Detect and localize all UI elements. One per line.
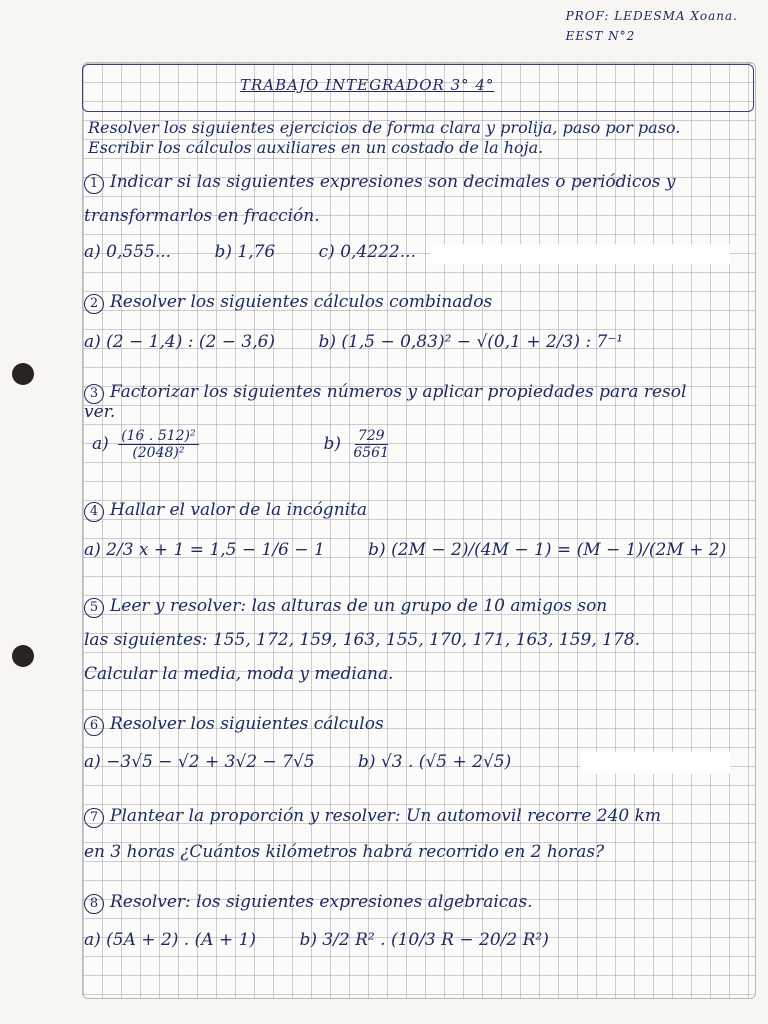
item-a: a) (5A + 2) . (A + 1) — [84, 930, 257, 950]
item-a: a) (2 − 1,4) : (2 − 3,6) — [84, 332, 276, 352]
teacher-name: PROF: LEDESMA Xoana. — [565, 9, 738, 23]
exercise-text: Resolver los siguientes cálculos combinados — [110, 292, 493, 312]
page-title: TRABAJO INTEGRADOR 3° 4° — [240, 76, 495, 94]
item-c: c) 0,4222... — [318, 242, 416, 262]
item-b-fraction — [350, 428, 392, 461]
exercise-7-statement-cont: en 3 horas ¿Cuántos kilómetros habrá recorrido en 2 horas? — [84, 842, 605, 862]
exercise-number: 6 — [84, 716, 104, 736]
item-a: a) −3√5 − √2 + 3√2 − 7√5 — [84, 752, 315, 772]
exercise-text: Hallar el valor de la incógnita — [110, 500, 368, 520]
item-b: b) (2M − 2)/(4M − 1) = (M − 1)/(2M + 2) — [368, 540, 727, 560]
whiteout-patch — [580, 752, 730, 774]
exercise-3-statement — [84, 382, 686, 404]
exercise-text: Indicar si las siguientes expresiones son decimales o periódicos y — [110, 172, 676, 192]
exercise-8-items — [84, 930, 587, 950]
exercise-7-statement — [84, 806, 661, 828]
exercise-1-items — [84, 242, 454, 262]
school-name: EEST N°2 — [565, 29, 636, 43]
exercise-3-items — [92, 428, 396, 461]
item-a-label: a) — [92, 434, 109, 454]
denominator: 6561 — [353, 445, 389, 461]
item-b: b) √3 . (√5 + 2√5) — [358, 752, 512, 772]
exercise-text: Leer y resolver: las alturas de un grupo de 10 amigos son — [110, 596, 608, 616]
numerator: (16 . 512)² — [118, 428, 198, 445]
exercise-number: 1 — [84, 174, 104, 194]
exercise-5-statement-cont: las siguientes: 155, 172, 159, 163, 155, 170, 171, 163, 159, 178. — [84, 630, 641, 650]
exercise-6-items — [84, 752, 549, 772]
item-b-label: b) — [323, 434, 341, 454]
teacher-header — [566, 6, 738, 46]
binder-hole-bottom — [12, 645, 34, 667]
exercise-6-statement — [84, 714, 384, 736]
exercise-number: 2 — [84, 294, 104, 314]
denominator: (2048)² — [132, 445, 185, 461]
binder-hole-top — [12, 363, 34, 385]
item-a: a) 0,555... — [84, 242, 172, 262]
exercise-4-items — [84, 540, 764, 560]
exercise-2-statement — [84, 292, 492, 314]
instructions-line-2: Escribir los cálculos auxiliares en un costado de la hoja. — [88, 138, 544, 157]
exercise-text: Resolver: los siguientes expresiones algebraicas. — [110, 892, 533, 912]
exercise-text: Plantear la proporción y resolver: Un automovil recorre 240 km — [110, 806, 662, 826]
exercise-number: 8 — [84, 894, 104, 914]
exercise-number: 4 — [84, 502, 104, 522]
item-b: b) (1,5 − 0,83)² − √(0,1 + 2/3) : 7⁻¹ — [318, 332, 624, 352]
exercise-text: Factorizar los siguientes números y aplicar propiedades para resol — [110, 382, 687, 402]
instructions-line-1: Resolver los siguientes ejercicios de forma clara y prolija, paso por paso. — [88, 118, 681, 137]
exercise-5-statement-cont-2: Calcular la media, moda y mediana. — [84, 664, 394, 684]
exercise-4-statement — [84, 500, 367, 522]
item-a-fraction — [118, 428, 198, 461]
numerator: 729 — [355, 428, 388, 445]
item-b: b) 1,76 — [214, 242, 276, 262]
exercise-8-statement — [84, 892, 533, 914]
exercise-number: 7 — [84, 808, 104, 828]
exercise-3-statement-cont: ver. — [84, 402, 116, 422]
exercise-1-statement-cont: transformarlos en fracción. — [84, 206, 320, 226]
item-b: b) 3/2 R² . (10/3 R − 20/2 R²) — [299, 930, 549, 950]
exercise-number: 3 — [84, 384, 104, 404]
exercise-2-items — [84, 332, 661, 352]
exercise-1-statement — [84, 172, 675, 194]
exercise-text: Resolver los siguientes cálculos — [110, 714, 384, 734]
item-a: a) 2/3 x + 1 = 1,5 − 1/6 − 1 — [84, 540, 325, 560]
whiteout-patch — [430, 244, 730, 264]
exercise-number: 5 — [84, 598, 104, 618]
exercise-5-statement — [84, 596, 607, 618]
